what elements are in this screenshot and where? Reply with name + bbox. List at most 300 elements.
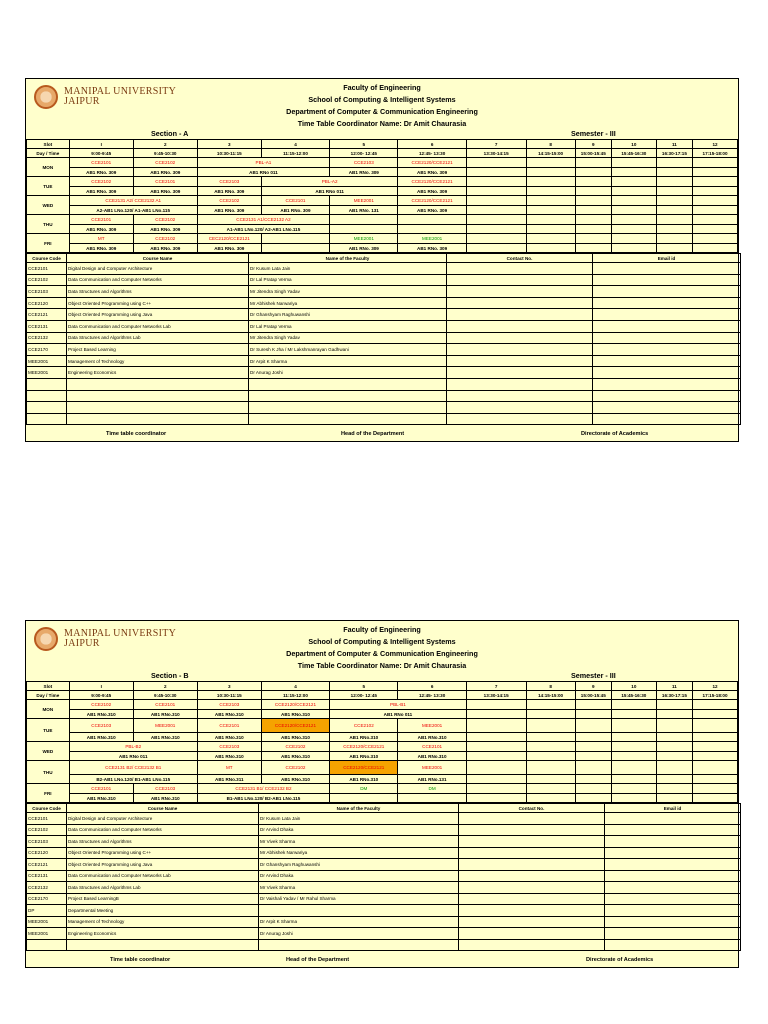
time-header-cell: 11:15-12:00 (261, 691, 329, 700)
course-name (67, 390, 249, 402)
contact-no (459, 893, 605, 905)
room-cell: A2-AB1 LNo.120/ A1-AB1 LNo.115 (69, 206, 197, 215)
room-cell: AB1 RNo 011 (197, 168, 329, 177)
empty-cell (575, 784, 611, 794)
course-code: MEE2001 (27, 916, 67, 928)
room-cell: AB1 RNo. 309 (133, 244, 197, 253)
day-label: MON (27, 700, 70, 719)
course-name: Management of Technology (67, 916, 259, 928)
faculty-name (259, 939, 459, 951)
email-id (605, 893, 741, 905)
course-code (27, 378, 67, 390)
empty-cell (526, 234, 575, 244)
room-cell: AB1 RNo.311 (197, 775, 261, 784)
faculty-name (249, 390, 447, 402)
empty-cell (526, 719, 575, 733)
course-code-cell: CCE2103 (133, 784, 197, 794)
empty-cell (526, 158, 575, 168)
empty-cell (611, 775, 656, 784)
course-row (27, 332, 741, 344)
faculty-name (259, 905, 459, 917)
course-row (27, 378, 741, 390)
time-header-cell: 10:30-11:15 (197, 691, 261, 700)
room-cell: AB1 RNo.310 (197, 710, 261, 719)
empty-cell (656, 733, 692, 742)
course-code-cell: CCE2131 B1/ CCE2132 B2 (197, 784, 329, 794)
day-row-wed (27, 742, 738, 752)
course-name: Data Structures and Algorithms Lab (67, 332, 249, 344)
email-id (593, 286, 741, 298)
slot-header-cell: 6 (398, 682, 466, 691)
faculty-name: Dr Lal Pratap Verma (249, 320, 447, 332)
room-cell: A1-AB1 LNo.120/ A2-AB1 LNo.115 (197, 225, 329, 234)
course-row (27, 413, 741, 425)
empty-cell (526, 794, 575, 803)
section-label: Section - B (151, 671, 189, 680)
timetable-section-a (25, 78, 739, 442)
course-row (27, 320, 741, 332)
course-code-cell: CCE2102 (133, 234, 197, 244)
course-code-cell: CCE2103 (330, 158, 398, 168)
course-name: Departmental Meeting (67, 905, 259, 917)
email-id (605, 870, 741, 882)
empty-cell (398, 225, 466, 234)
slot-header-cell: 7 (466, 682, 526, 691)
course-code: CCE2121 (27, 859, 67, 871)
course-table (26, 253, 741, 425)
day-row-tue (27, 719, 738, 733)
course-code (27, 413, 67, 425)
time-header-cell: 11:15-12:00 (261, 149, 329, 158)
course-code-cell: CCE2120/CCE2121 (398, 177, 466, 187)
room-cell: AB1 RNo.310 (69, 710, 133, 719)
course-code-cell: CCE2102 (133, 158, 197, 168)
room-row-fri (27, 794, 738, 803)
empty-cell (526, 752, 575, 761)
course-row (27, 893, 741, 905)
slot-header-cell: 2 (133, 140, 197, 149)
empty-cell (466, 700, 526, 710)
day-label: THU (27, 761, 70, 784)
course-code: CCE2102 (27, 274, 67, 286)
time-header-cell: 15:45-16:30 (611, 149, 656, 158)
slot-header-cell: 11 (656, 140, 692, 149)
empty-cell (656, 719, 692, 733)
room-cell: AB1 RNo.310 (330, 733, 398, 742)
faculty-name: Dr Kusum Lata Jain (259, 813, 459, 825)
course-code-cell: CCE2101 (69, 158, 133, 168)
empty-cell (656, 700, 692, 710)
empty-cell (575, 196, 611, 206)
room-cell: AB1 RNo.310 (69, 733, 133, 742)
empty-cell (611, 158, 656, 168)
time-header-cell: Day / Time (27, 149, 70, 158)
empty-cell (466, 784, 526, 794)
course-row (27, 824, 741, 836)
faculty-name: Mr Abhishek Narwariya (249, 297, 447, 309)
course-header-cell: Email id (593, 254, 741, 263)
empty-cell (466, 710, 526, 719)
empty-cell (656, 168, 692, 177)
email-id (593, 263, 741, 275)
empty-cell (693, 710, 738, 719)
empty-cell (611, 733, 656, 742)
empty-cell (575, 187, 611, 196)
day-label: WED (27, 742, 70, 761)
day-row-mon (27, 158, 738, 168)
email-id (605, 847, 741, 859)
course-code-cell: CCE2102 (197, 196, 261, 206)
room-cell: AB1 RNo.310 (330, 775, 398, 784)
course-header-cell: Name of the Faculty (259, 804, 459, 813)
time-header-cell: 12:00- 12:45 (330, 691, 398, 700)
email-id (593, 332, 741, 344)
course-row (27, 928, 741, 940)
slot-header-cell: Slot (27, 682, 70, 691)
day-row-wed (27, 196, 738, 206)
empty-cell (526, 700, 575, 710)
room-cell: AB1 RNo. 309 (197, 206, 261, 215)
empty-cell (575, 234, 611, 244)
university-name: MANIPAL UNIVERSITY JAIPUR (64, 86, 177, 107)
faculty-name: Mr Abhishek Narwariya (259, 847, 459, 859)
empty-cell (693, 775, 738, 784)
course-name (67, 378, 249, 390)
directorate-signature-label: Directorate of Academics (586, 957, 654, 963)
contact-no (459, 928, 605, 940)
course-code-cell: MEE2001 (133, 719, 197, 733)
room-cell: AB1 RNo. 309 (133, 225, 197, 234)
room-row-fri (27, 244, 738, 253)
email-id (605, 905, 741, 917)
course-code-cell: CCE2120/CCE2121 (398, 158, 466, 168)
empty-cell (656, 244, 692, 253)
course-name (67, 939, 259, 951)
empty-cell (656, 196, 692, 206)
empty-cell (526, 784, 575, 794)
faculty-name: Mr Vivek Sharma (259, 882, 459, 894)
room-cell: AB1 RNo 011 (330, 710, 467, 719)
empty-cell (526, 244, 575, 253)
slot-header-cell: 12 (693, 682, 738, 691)
room-cell: AB1 RNo.310 (197, 733, 261, 742)
course-name: Digital Design and Computer Architecture (67, 263, 249, 275)
room-cell: AB1 RNo.310 (261, 775, 329, 784)
coordinator-signature-label: Time table coordinator (106, 431, 167, 438)
time-header-cell: 12:45- 13:30 (398, 691, 466, 700)
email-id (605, 813, 741, 825)
empty-cell (611, 225, 656, 234)
faculty-name: Dr Arvind Dhaka (259, 824, 459, 836)
course-name: Engineering Economics (67, 367, 249, 379)
room-cell: AB1 RNo. 309 (398, 206, 466, 215)
course-row (27, 263, 741, 275)
course-code-cell: CCE2101 (69, 784, 133, 794)
faculty-name: Dr Anurag Joshi (249, 367, 447, 379)
time-header-cell: 15:00-15:45 (575, 149, 611, 158)
course-row (27, 355, 741, 367)
email-id (605, 836, 741, 848)
faculty-name: Mr Vivek Sharma (259, 836, 459, 848)
empty-cell (398, 215, 466, 225)
course-row (27, 813, 741, 825)
hod-signature-label: Head of the Department (286, 957, 350, 963)
email-id (593, 413, 741, 425)
department-title: Department of Computer & Communication Engineering (286, 107, 478, 116)
empty-cell (466, 187, 526, 196)
faculty-name: Dr Anurag Joshi (259, 928, 459, 940)
coordinator-title: Time Table Coordinator Name: Dr Amit Chaurasia (297, 119, 467, 128)
course-code: CCE2101 (27, 263, 67, 275)
slot-header-cell: I (69, 140, 133, 149)
course-code-cell: PBL-B2 (69, 742, 197, 752)
empty-cell (693, 733, 738, 742)
course-code: CCE2101 (27, 813, 67, 825)
sheet-header (26, 621, 738, 671)
course-name: Management of Technology (67, 355, 249, 367)
slot-header-cell: Slot (27, 140, 70, 149)
course-header-cell: Course Name (67, 804, 259, 813)
email-id (605, 882, 741, 894)
contact-no (447, 286, 593, 298)
email-id (593, 297, 741, 309)
empty-cell (693, 177, 738, 187)
time-header-cell: 14:15-15:00 (526, 691, 575, 700)
day-label: TUE (27, 719, 70, 742)
time-header-cell: 16:30-17:15 (656, 691, 692, 700)
contact-no (447, 274, 593, 286)
course-header-cell: Name of the Faculty (249, 254, 447, 263)
course-code-cell: PBL-A1 (197, 158, 329, 168)
empty-cell (466, 225, 526, 234)
empty-cell (693, 742, 738, 752)
slot-header-cell: 10 (611, 140, 656, 149)
room-row-thu (27, 225, 738, 234)
faculty-name: Mr Jitendra Singh Yadav (249, 286, 447, 298)
empty-cell (330, 215, 398, 225)
empty-cell (526, 215, 575, 225)
course-code: CCE2120 (27, 297, 67, 309)
course-name: Data Communication and Computer Networks Lab (67, 320, 249, 332)
empty-cell (693, 187, 738, 196)
empty-cell (466, 752, 526, 761)
day-label: MON (27, 158, 70, 177)
empty-cell (611, 784, 656, 794)
empty-cell (330, 794, 398, 803)
faculty-name: Dr Kusum Lata Jain (249, 263, 447, 275)
room-row-mon (27, 710, 738, 719)
course-name: Data Communication and Computer Networks (67, 274, 249, 286)
empty-cell (656, 187, 692, 196)
course-code: CCE2103 (27, 836, 67, 848)
empty-cell (693, 196, 738, 206)
empty-cell (693, 784, 738, 794)
course-name: Engineering Economics (67, 928, 259, 940)
course-code: CCE2131 (27, 320, 67, 332)
course-code-cell: CCE2102 (330, 719, 398, 733)
course-code-cell: CCE2120/CCE2121 (330, 761, 398, 775)
empty-cell (611, 177, 656, 187)
course-code-cell: MEE2001 (398, 719, 466, 733)
school-title: School of Computing & Intelligent Systems (308, 95, 456, 104)
time-header-cell: 16:30-17:15 (656, 149, 692, 158)
time-header-cell: 10:30-11:15 (197, 149, 261, 158)
empty-cell (575, 775, 611, 784)
room-cell: AB1 RNo. 309 (197, 244, 261, 253)
room-cell: AB1 RNo. 309 (69, 168, 133, 177)
course-code (27, 390, 67, 402)
course-code-cell: MEE2001 (330, 234, 398, 244)
contact-no (459, 939, 605, 951)
course-row (27, 286, 741, 298)
empty-cell (611, 794, 656, 803)
course-code-cell: CCE2102 (261, 742, 329, 752)
faculty-name (249, 402, 447, 414)
course-header-cell: Contact No. (459, 804, 605, 813)
empty-cell (575, 761, 611, 775)
slot-header-row (27, 682, 738, 691)
empty-cell (611, 719, 656, 733)
contact-no (447, 355, 593, 367)
time-header-row (27, 149, 738, 158)
room-cell: AB1 RNo.310 (133, 794, 197, 803)
email-id (605, 824, 741, 836)
course-code-cell: PBL-A2 (261, 177, 398, 187)
time-header-cell: 12:00- 12:45 (330, 149, 398, 158)
contact-no (447, 263, 593, 275)
day-row-thu (27, 215, 738, 225)
course-code-cell: CCE2103 (69, 719, 133, 733)
empty-cell (611, 700, 656, 710)
time-header-cell: 17:15-18:00 (693, 691, 738, 700)
course-code-cell: CCE2101 (197, 719, 261, 733)
time-header-cell: 9:00-9:45 (69, 149, 133, 158)
course-code: CCE2120 (27, 847, 67, 859)
contact-no (459, 905, 605, 917)
time-header-cell: 9:00-9:45 (69, 691, 133, 700)
empty-cell (526, 225, 575, 234)
room-cell: AB1 RNo.310 (398, 733, 466, 742)
semester-label: Semester - III (571, 129, 616, 138)
course-code-cell: DM (398, 784, 466, 794)
course-code-cell: CCE2101 (133, 177, 197, 187)
course-row (27, 916, 741, 928)
course-name: Data Communication and Computer Networks Lab (67, 870, 259, 882)
semester-label: Semester - III (571, 671, 616, 680)
empty-cell (611, 244, 656, 253)
empty-cell (526, 742, 575, 752)
empty-cell (611, 187, 656, 196)
empty-cell (466, 206, 526, 215)
faculty-name: Dr Arpit K Sharma (259, 916, 459, 928)
day-label: THU (27, 215, 70, 234)
empty-cell (693, 215, 738, 225)
course-code: CCE2131 (27, 870, 67, 882)
empty-cell (656, 234, 692, 244)
course-header-cell: Contact No. (447, 254, 593, 263)
course-code: CCE2170 (27, 344, 67, 356)
time-header-cell: 13:30-14:15 (466, 149, 526, 158)
course-row (27, 847, 741, 859)
course-code: MEE2001 (27, 367, 67, 379)
section-label: Section - A (151, 129, 189, 138)
day-row-fri (27, 784, 738, 794)
empty-cell (611, 215, 656, 225)
empty-cell (575, 177, 611, 187)
course-code-cell: MEE2001 (398, 234, 466, 244)
room-cell: AB1 RNo.310 (261, 752, 329, 761)
course-code-cell: CCE2101 (133, 700, 197, 710)
room-cell: B1-AB1 LNo.120/ B2-AB1 LNo.115 (197, 794, 329, 803)
room-cell: AB1 RNo. 309 (398, 244, 466, 253)
empty-cell (575, 225, 611, 234)
empty-cell (575, 794, 611, 803)
room-cell: AB1 RNo. 309 (133, 168, 197, 177)
email-id (605, 939, 741, 951)
course-header-cell: Email id (605, 804, 741, 813)
room-cell: AB1 RNo. 309 (69, 225, 133, 234)
slot-header-cell: 5 (330, 682, 398, 691)
contact-no (459, 813, 605, 825)
empty-cell (466, 168, 526, 177)
room-cell: AB1 RNo. 309 (69, 187, 133, 196)
empty-cell (330, 225, 398, 234)
faculty-name (249, 413, 447, 425)
course-header-cell: Course Code (27, 254, 67, 263)
day-row-mon (27, 700, 738, 710)
slot-header-cell: 8 (526, 140, 575, 149)
course-code-cell: CCE2120/CCE2121 (398, 196, 466, 206)
course-code (27, 939, 67, 951)
empty-cell (693, 700, 738, 710)
sheet-titles (26, 82, 738, 130)
course-row (27, 939, 741, 951)
course-code-cell: CCE2120/CCE2121 (261, 719, 329, 733)
course-header-cell: Course Name (67, 254, 249, 263)
empty-cell (693, 761, 738, 775)
empty-cell (693, 168, 738, 177)
time-header-cell: 9:45-10:30 (133, 691, 197, 700)
course-name: Object Oriented Programming using Java (67, 859, 259, 871)
course-name: Data Structures and Algorithms Lab (67, 882, 259, 894)
empty-cell (261, 244, 329, 253)
room-row-tue (27, 733, 738, 742)
contact-no (459, 847, 605, 859)
slot-header-cell: 5 (330, 140, 398, 149)
empty-cell (656, 775, 692, 784)
faculty-name: Dr Suresh K Jha / Mr Lakshmanrayan Gadhwani (249, 344, 447, 356)
empty-cell (575, 215, 611, 225)
empty-cell (526, 710, 575, 719)
course-name: Data Structures and Algorithms (67, 286, 249, 298)
contact-no (447, 297, 593, 309)
room-cell: AB1 RNo. 309 (330, 244, 398, 253)
faculty-name: Dr Arvind Dhaka (259, 870, 459, 882)
course-code-cell: CCE2101 (261, 196, 329, 206)
coordinator-title: Time Table Coordinator Name: Dr Amit Chaurasia (297, 661, 467, 670)
hod-signature-label: Head of the Department (341, 431, 405, 438)
sheet-header (26, 79, 738, 129)
contact-no (447, 367, 593, 379)
empty-cell (656, 710, 692, 719)
email-id (593, 390, 741, 402)
timetable-grid (26, 139, 738, 253)
course-code-cell: MT (197, 761, 261, 775)
course-code: CCE2132 (27, 882, 67, 894)
empty-cell (656, 761, 692, 775)
course-code (27, 402, 67, 414)
empty-cell (466, 733, 526, 742)
